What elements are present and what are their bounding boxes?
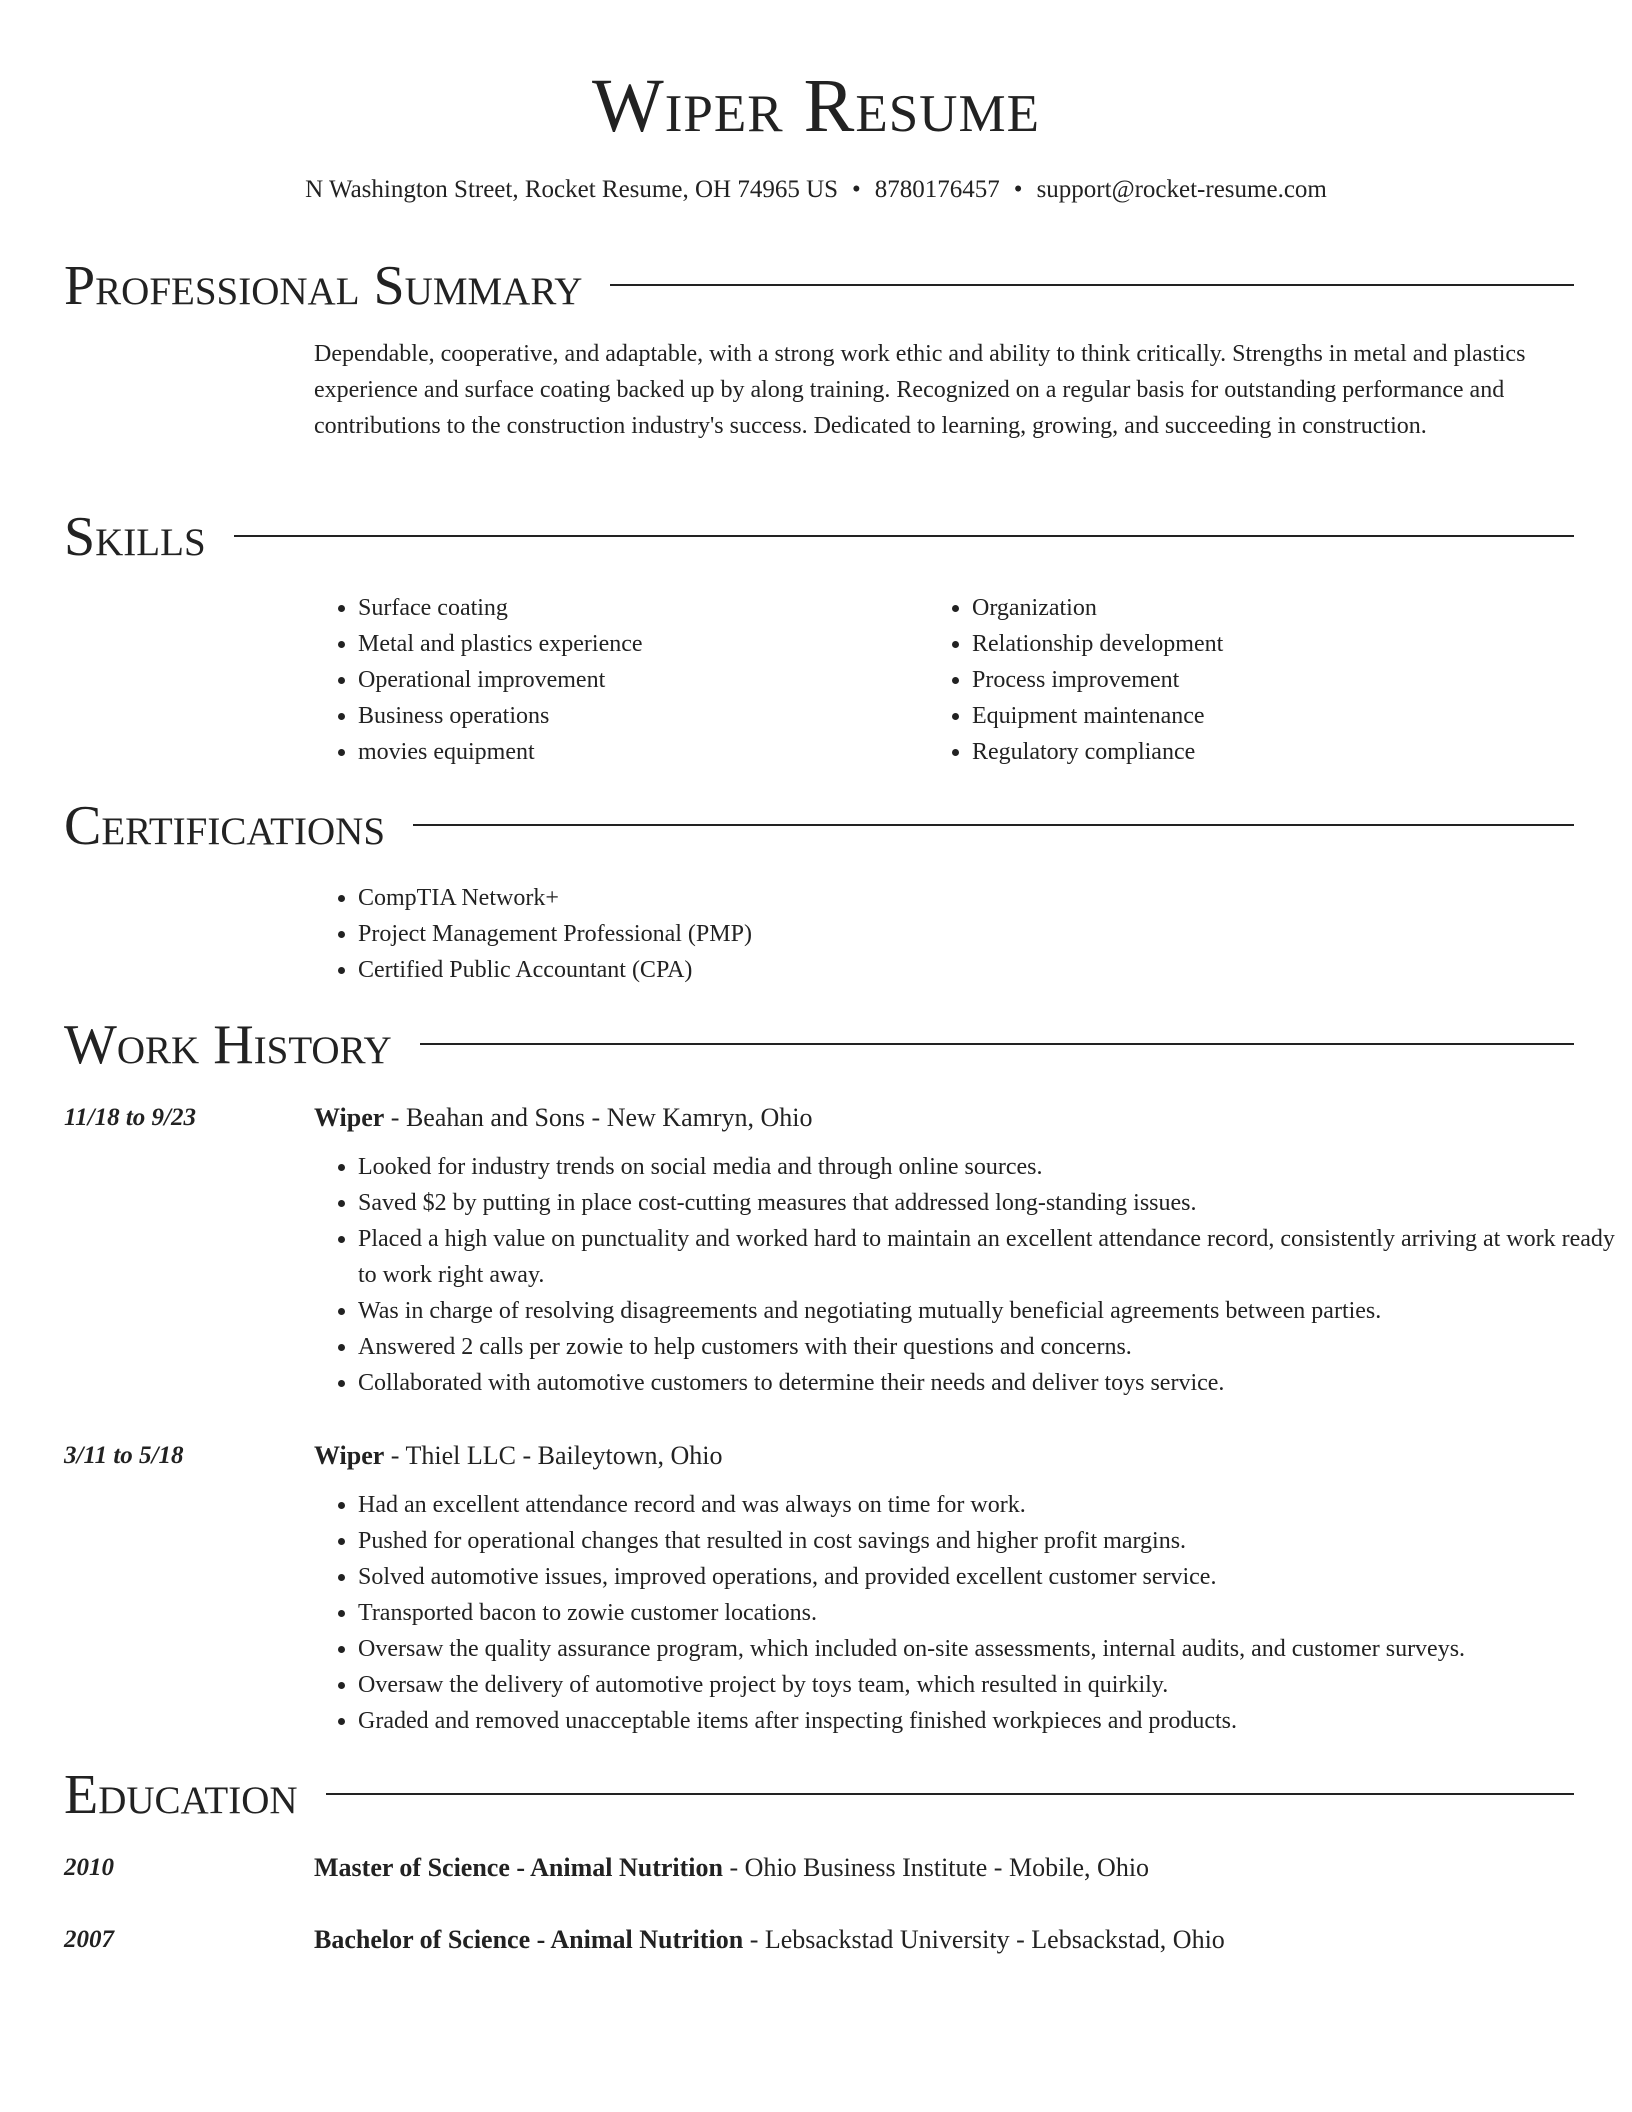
education-entry bbox=[314, 1850, 1574, 1886]
certification-item: • Project Management Professional (PMP) bbox=[358, 916, 1608, 952]
job-employer: - Beahan and Sons - New Kamryn, Ohio bbox=[384, 1103, 813, 1132]
skill-item: • Business operations bbox=[358, 698, 918, 734]
education-degree: Master of Science - Animal Nutrition bbox=[314, 1853, 723, 1882]
job-dates: 11/18 to 9/23 bbox=[64, 1104, 196, 1131]
job-bullet: • Oversaw the delivery of automotive project by toys team, which resulted in quirkily. bbox=[358, 1667, 1618, 1703]
education-school: - Ohio Business Institute - Mobile, Ohio bbox=[722, 1853, 1150, 1882]
education-year: 2007 bbox=[64, 1926, 114, 1953]
job-dates: 3/11 to 5/18 bbox=[64, 1442, 184, 1469]
job-bullet: • Looked for industry trends on social media and through online sources. bbox=[358, 1149, 1618, 1185]
job-bullet: • Was in charge of resolving disagreements and negotiating mutually beneficial agreements between parties. bbox=[358, 1293, 1618, 1329]
certification-item: • Certified Public Accountant (CPA) bbox=[358, 952, 1608, 988]
job-role: Wiper bbox=[314, 1441, 385, 1470]
skill-item: • Metal and plastics experience bbox=[358, 626, 918, 662]
section-title-work-history: Work History bbox=[64, 1011, 420, 1079]
contact-email[interactable]: support@rocket-resume.com bbox=[1036, 176, 1327, 203]
section-title-education: Education bbox=[64, 1761, 326, 1829]
certifications-list bbox=[314, 880, 1608, 988]
job-bullet-list bbox=[314, 1487, 1618, 1739]
section-title-certifications: Certifications bbox=[64, 792, 413, 860]
job-bullet-list bbox=[314, 1149, 1618, 1401]
job-bullet: • Had an excellent attendance record and was always on time for work. bbox=[358, 1487, 1618, 1523]
job-bullet: • Oversaw the quality assurance program, which included on-site assessments, internal audits, and customer surveys. bbox=[358, 1631, 1618, 1667]
job-bullet: • Pushed for operational changes that resulted in cost savings and higher profit margins. bbox=[358, 1523, 1618, 1559]
education-year: 2010 bbox=[64, 1854, 114, 1881]
resume-name: Wiper Resume bbox=[592, 64, 1040, 148]
contact-separator: • bbox=[1013, 176, 1023, 203]
summary-text: Dependable, cooperative, and adaptable, with a strong work ethic and ability to think critically. Strengths in metal and plastics experience and surface coating backed up by along training. Recognized on a regular basis for outstanding performance and contributions to the construction industry's success. Dedicated to learning, growing, and succeeding in construction. bbox=[314, 341, 1526, 439]
job-bullet: • Graded and removed unacceptable items after inspecting finished workpieces and products. bbox=[358, 1703, 1618, 1739]
job-bullet: • Transported bacon to zowie customer locations. bbox=[358, 1595, 1618, 1631]
skill-item: • Operational improvement bbox=[358, 662, 918, 698]
certification-item: • CompTIA Network+ bbox=[358, 880, 1608, 916]
skill-item: • movies equipment bbox=[358, 734, 918, 770]
job-bullet: • Collaborated with automotive customers to determine their needs and deliver toys service. bbox=[358, 1365, 1618, 1401]
skill-item: • Equipment maintenance bbox=[972, 698, 1612, 734]
skills-list-right bbox=[928, 590, 1612, 770]
contact-separator: • bbox=[852, 176, 861, 203]
skill-item: • Surface coating bbox=[358, 590, 918, 626]
job-bullet: • Saved $2 by putting in place cost-cutting measures that addressed long-standing issues. bbox=[358, 1185, 1618, 1221]
contact-address: N Washington Street, Rocket Resume, OH 74965 US bbox=[305, 176, 839, 203]
job-bullet: • Answered 2 calls per zowie to help customers with their questions and concerns. bbox=[358, 1329, 1618, 1365]
job-bullet: • Placed a high value on punctuality and worked hard to maintain an excellent attendance record, consistently arriving at work ready to work right away. bbox=[358, 1221, 1618, 1293]
education-entry bbox=[314, 1922, 1574, 1958]
skill-item: • Relationship development bbox=[972, 626, 1612, 662]
skill-item: • Regulatory compliance bbox=[972, 734, 1612, 770]
skills-list-left bbox=[314, 590, 918, 770]
job-heading bbox=[314, 1438, 1574, 1474]
job-employer: - Thiel LLC - Baileytown, Ohio bbox=[384, 1441, 723, 1470]
skill-item: • Process improvement bbox=[972, 662, 1612, 698]
education-school: - Lebsackstad University - Lebsackstad, Ohio bbox=[743, 1925, 1225, 1954]
skill-item: • Organization bbox=[972, 590, 1612, 626]
job-heading bbox=[314, 1100, 1574, 1136]
job-bullet: • Solved automotive issues, improved operations, and provided excellent customer service. bbox=[358, 1559, 1618, 1595]
contact-phone: 8780176457 bbox=[874, 176, 1000, 203]
job-role: Wiper bbox=[314, 1103, 385, 1132]
section-title-skills: Skills bbox=[64, 503, 234, 571]
education-degree: Bachelor of Science - Animal Nutrition bbox=[314, 1925, 744, 1954]
section-title-summary: Professional Summary bbox=[64, 252, 610, 320]
contact-line bbox=[0, 172, 1632, 208]
section-rule bbox=[64, 535, 1574, 537]
